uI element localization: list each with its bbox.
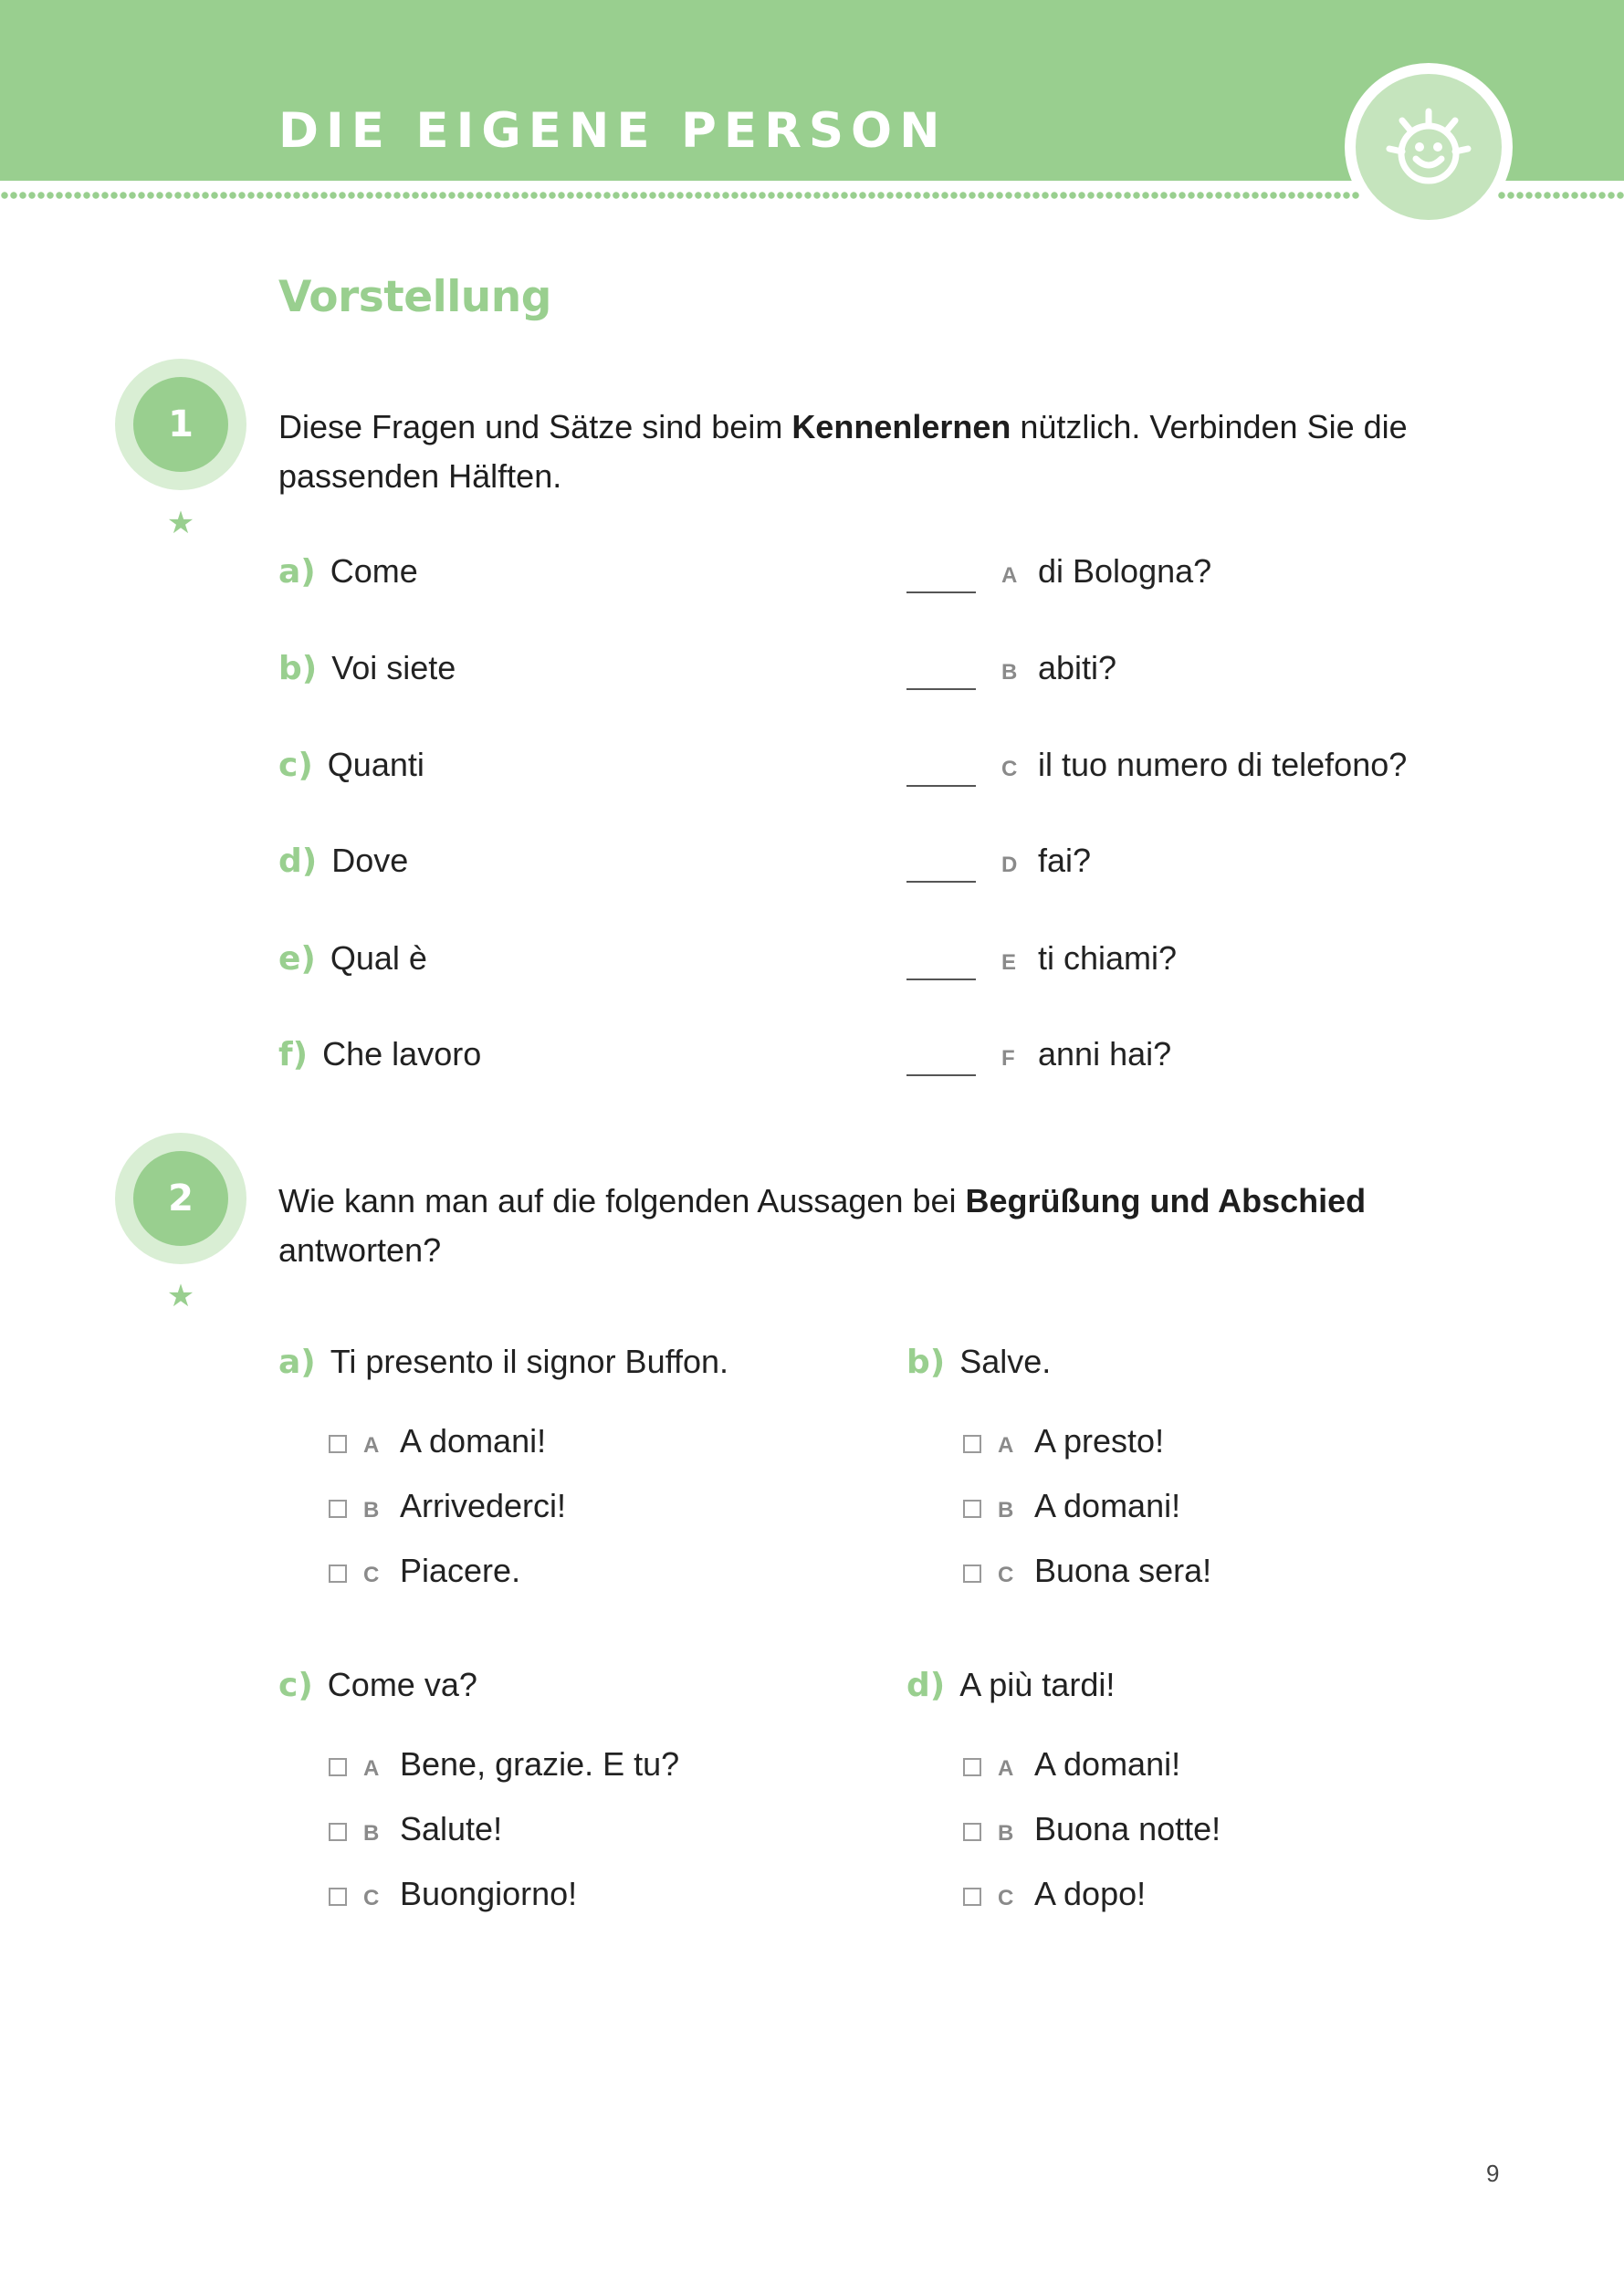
answer-option[interactable]: A A presto! <box>963 1421 1164 1466</box>
match-item-left: f) Che lavoro <box>278 1035 482 1073</box>
answer-blank[interactable] <box>906 881 976 883</box>
answer-option[interactable]: C Piacere. <box>329 1551 520 1596</box>
answer-option[interactable]: B Salute! <box>329 1809 502 1854</box>
match-item-right: E ti chiami? <box>906 938 1177 983</box>
star-icon: ★ <box>166 506 195 540</box>
exercise-number-badge <box>115 1133 246 1264</box>
checkbox[interactable] <box>963 1565 981 1583</box>
match-item-right: D fai? <box>906 841 1091 885</box>
checkbox[interactable] <box>329 1565 347 1583</box>
checkbox[interactable] <box>963 1435 981 1453</box>
question: a) Ti presento il signor Buffon. <box>278 1343 728 1381</box>
checkbox[interactable] <box>963 1500 981 1518</box>
match-item-right: B abiti? <box>906 648 1116 693</box>
star-icon: ★ <box>166 1279 195 1313</box>
chapter-badge <box>1345 63 1513 231</box>
checkbox[interactable] <box>963 1823 981 1841</box>
answer-option[interactable]: A Bene, grazie. E tu? <box>329 1744 679 1789</box>
answer-option[interactable]: A A domani! <box>329 1421 546 1466</box>
match-item-left: c) Quanti <box>278 746 424 784</box>
match-item-right: A di Bologna? <box>906 551 1211 596</box>
match-item-right: C il tuo numero di telefono? <box>906 745 1407 790</box>
answer-option[interactable]: B Arrivederci! <box>329 1486 566 1531</box>
match-item-left: b) Voi siete <box>278 649 456 687</box>
section-title: Vorstellung <box>278 272 551 322</box>
match-item-left: d) Dove <box>278 842 409 880</box>
answer-blank[interactable] <box>906 591 976 593</box>
match-item-left: e) Qual è <box>278 939 427 978</box>
answer-blank[interactable] <box>906 688 976 690</box>
answer-option[interactable]: C Buona sera! <box>963 1551 1211 1596</box>
question: c) Come va? <box>278 1666 477 1704</box>
question: d) A più tardi! <box>906 1666 1116 1704</box>
page-number: 9 <box>1486 2160 1500 2187</box>
match-item-right: F anni hai? <box>906 1034 1171 1079</box>
answer-blank[interactable] <box>906 785 976 787</box>
exercise-number: 1 <box>133 377 228 472</box>
smiley-face-icon <box>1380 99 1477 195</box>
checkbox[interactable] <box>329 1500 347 1518</box>
chapter-title: DIE EIGENE PERSON <box>278 103 948 159</box>
answer-blank[interactable] <box>906 1074 976 1076</box>
exercise-instruction: Diese Fragen und Sätze sind beim Kennenlernen nützlich. Verbinden Sie die passenden Hälften. <box>278 408 1408 495</box>
checkbox[interactable] <box>329 1758 347 1776</box>
answer-option[interactable]: C A dopo! <box>963 1874 1146 1919</box>
match-item-left: a) Come <box>278 552 418 591</box>
exercise-number: 2 <box>133 1151 228 1246</box>
answer-option[interactable]: C Buongiorno! <box>329 1874 577 1919</box>
checkbox[interactable] <box>963 1888 981 1906</box>
checkbox[interactable] <box>329 1888 347 1906</box>
answer-option[interactable]: B Buona notte! <box>963 1809 1221 1854</box>
answer-blank[interactable] <box>906 979 976 980</box>
checkbox[interactable] <box>963 1758 981 1776</box>
checkbox[interactable] <box>329 1823 347 1841</box>
answer-option[interactable]: A A domani! <box>963 1744 1180 1789</box>
checkbox[interactable] <box>329 1435 347 1453</box>
exercise-instruction: Wie kann man auf die folgenden Aussagen bei Begrüßung und Abschied antworten? <box>278 1182 1367 1269</box>
exercise-number-badge <box>115 359 246 490</box>
answer-option[interactable]: B A domani! <box>963 1486 1180 1531</box>
question: b) Salve. <box>906 1343 1052 1381</box>
